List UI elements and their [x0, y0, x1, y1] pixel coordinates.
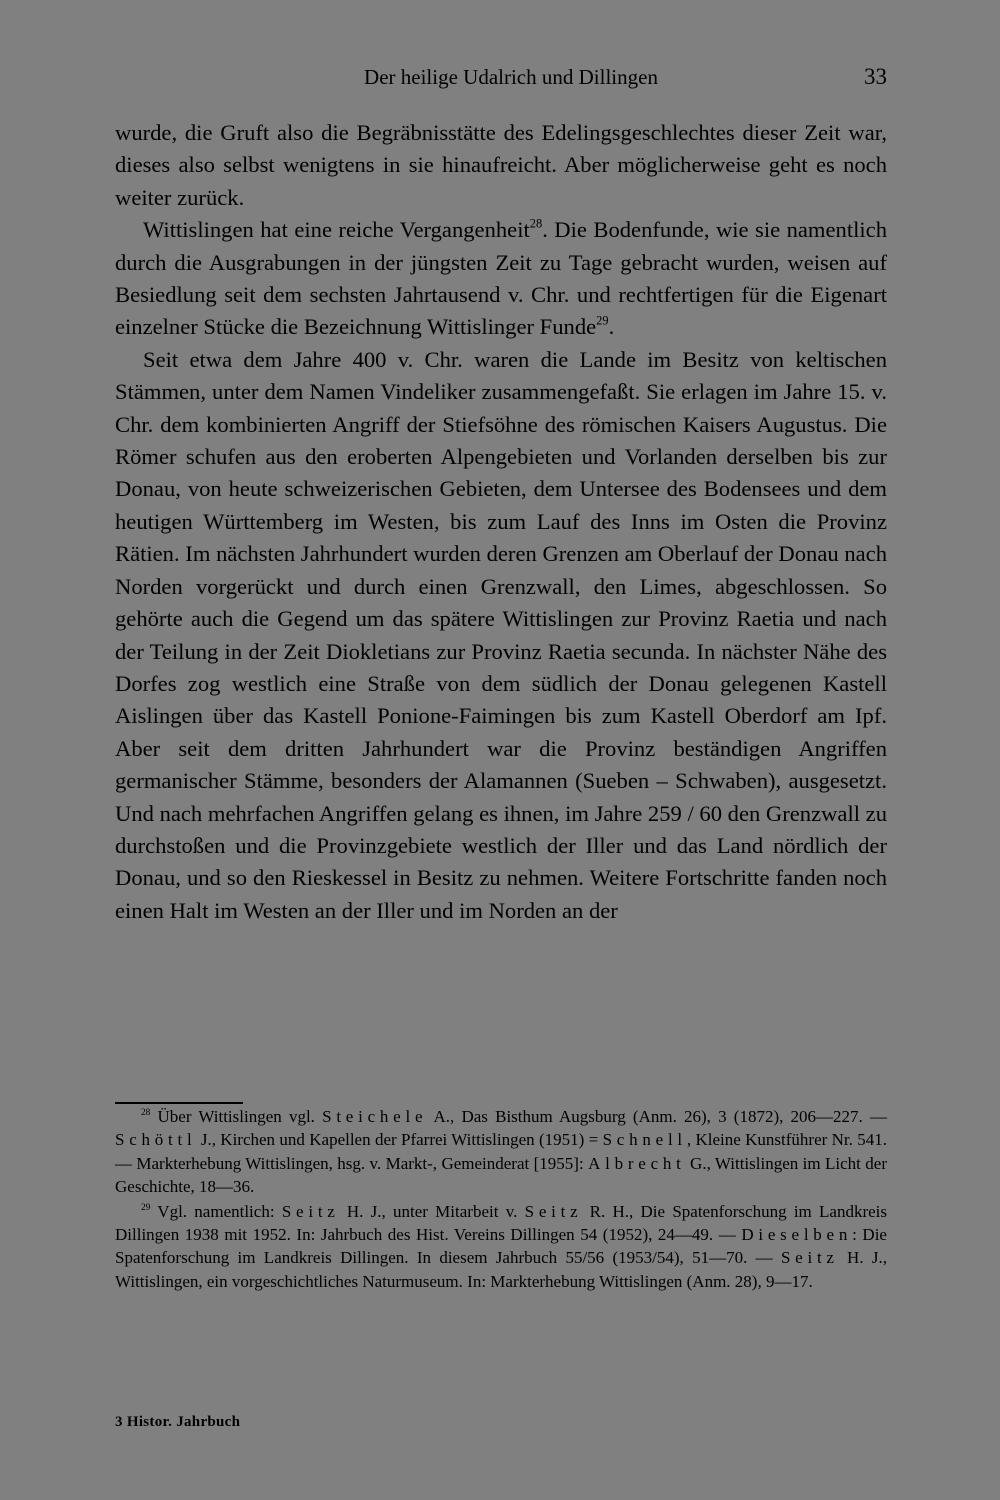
- footnote-28: [115, 1105, 887, 1199]
- author-name: Dieselben: [741, 1225, 853, 1245]
- paragraph-3: Seit etwa dem Jahre 400 v. Chr. waren die Lande im Besitz von keltischen Stämmen, unter dem Namen Vindeliker zusammengefaßt. Sie erlagen im Jahre 15. v. Chr. dem kombinierten Angriff der Stiefsöhne des römischen Kaisers Augustus. Die Römer schufen aus den eroberten Alpengebieten und Vorlanden derselben bis zur Donau, von heute schweizerischen Gebieten, dem Untersee des Bodensees und dem heutigen Württemberg im Westen, bis zum Lauf des Inns im Osten die Provinz Rätien. Im nächsten Jahrhundert wurden deren Grenzen am Oberlauf der Donau nach Norden vorgerückt und durch einen Grenzwall, den Limes, abgeschlossen. So gehörte auch die Gegend um das spätere Wittislingen zur Provinz Raetia und nach der Teilung in der Zeit Diokletians zur Provinz Raetia secunda. In nächster Nähe des Dorfes zog westlich eine Straße von dem südlich der Donau gelegenen Kastell Aislingen über das Kastell Ponione-Faimingen bis zum Kastell Oberdorf am Ipf. Aber seit dem dritten Jahrhundert war die Provinz beständigen Angriffen germanischer Stämme, besonders der Alamannen (Sueben – Schwaben), ausgesetzt. Und nach mehrfachen Angriffen gelang es ihnen, im Jahre 259 / 60 den Grenzwall zu durchstoßen und die Provinzgebiete westlich der Iller und das Land nördlich der Donau, und so den Rieskessel in Besitz zu nehmen. Weitere Fortschritte fanden noch einen Halt im Westen an der Iller und im Norden an der: [115, 346, 887, 923]
- author-name: Albrecht: [588, 1153, 686, 1173]
- footnote-ref-29[interactable]: 29: [596, 314, 609, 329]
- footnote-29: [115, 1200, 887, 1294]
- author-name: Steichele: [322, 1107, 428, 1126]
- footnote-text: A., Das Bisthum Augsburg (Anm. 26), 3 (1872), 206—227. —: [427, 1107, 887, 1126]
- footnote-text: Vgl. namentlich:: [157, 1201, 282, 1221]
- paragraph-2-text-c: .: [608, 314, 615, 340]
- footnote-text: : Die Spatenforschung im Landkreis Dillingen. In diesem Jahrbuch 55/56 (1953/54), 51—70. —: [115, 1225, 887, 1268]
- footnote-text: H. J., unter Mitarbeit v.: [339, 1201, 525, 1221]
- author-name: Schöttl: [115, 1130, 197, 1150]
- footnote-text: H. J., Wittislingen, ein vorgeschichtliches Naturmuseum. In: Markterhebung Wittislingen (Anm. 28), 9—17.: [115, 1248, 887, 1291]
- footnote-text: Über Wittislingen vgl.: [157, 1107, 323, 1126]
- printer-signature: 3 Histor. Jahrbuch: [115, 1414, 241, 1430]
- footnote-text: J., Kirchen und Kapellen der Pfarrei Wittislingen (1951) =: [196, 1130, 603, 1150]
- footnotes: [115, 1105, 887, 1293]
- paragraph-2-text-a: Wittislingen hat eine reiche Vergangenheit: [143, 217, 530, 243]
- footnote-text: G., Wittislingen im Licht der Geschichte, 18—36.: [115, 1153, 887, 1197]
- paragraph-2: [115, 214, 887, 344]
- author-name: Seitz: [281, 1201, 340, 1221]
- footnote-text: R. H., Die Spatenforschung im Landkreis Dillingen 1938 mit 1952. In: Jahrbuch des Hist. Vereins Dillingen 54 (1952), 24—49. —: [115, 1201, 887, 1245]
- running-title: Der heilige Udalrich und Dillingen: [364, 65, 658, 89]
- running-head: [115, 62, 887, 92]
- page-number: 33: [864, 64, 887, 89]
- author-name: Seitz: [780, 1248, 839, 1268]
- paragraph-1: wurde, die Gruft also die Begräbnisstätte des Edelingsgeschlechtes dieser Zeit war, dieses also selbst wenigtens in sie hinaufreicht. Aber möglicherweise geht es noch weiter zurück.: [115, 120, 887, 210]
- footnote-text: , Kleine Kunstführer Nr. 541. — Markterhebung Wittislingen, hsg. v. Markt-, Gemeinderat [1955]:: [115, 1130, 887, 1173]
- author-name: Seitz: [524, 1201, 583, 1221]
- footnote-number: 29: [141, 1202, 151, 1213]
- footnote-rule: [115, 1102, 243, 1104]
- main-text: [115, 117, 887, 927]
- footnote-ref-28[interactable]: 28: [529, 216, 543, 231]
- footnote-number: 28: [141, 1108, 151, 1118]
- author-name: Schnell: [602, 1130, 687, 1150]
- paragraph-2-text-b: . Die Bodenfunde, wie sie namentlich durch die Ausgrabungen in der jüngsten Zeit zu Tage gebracht wurden, weisen auf Besiedlung seit dem sechsten Jahrtausend v. Chr. und rechtfertigen für die Eigenart einzelner Stücke die Bezeichnung Wittislinger Funde: [115, 217, 887, 340]
